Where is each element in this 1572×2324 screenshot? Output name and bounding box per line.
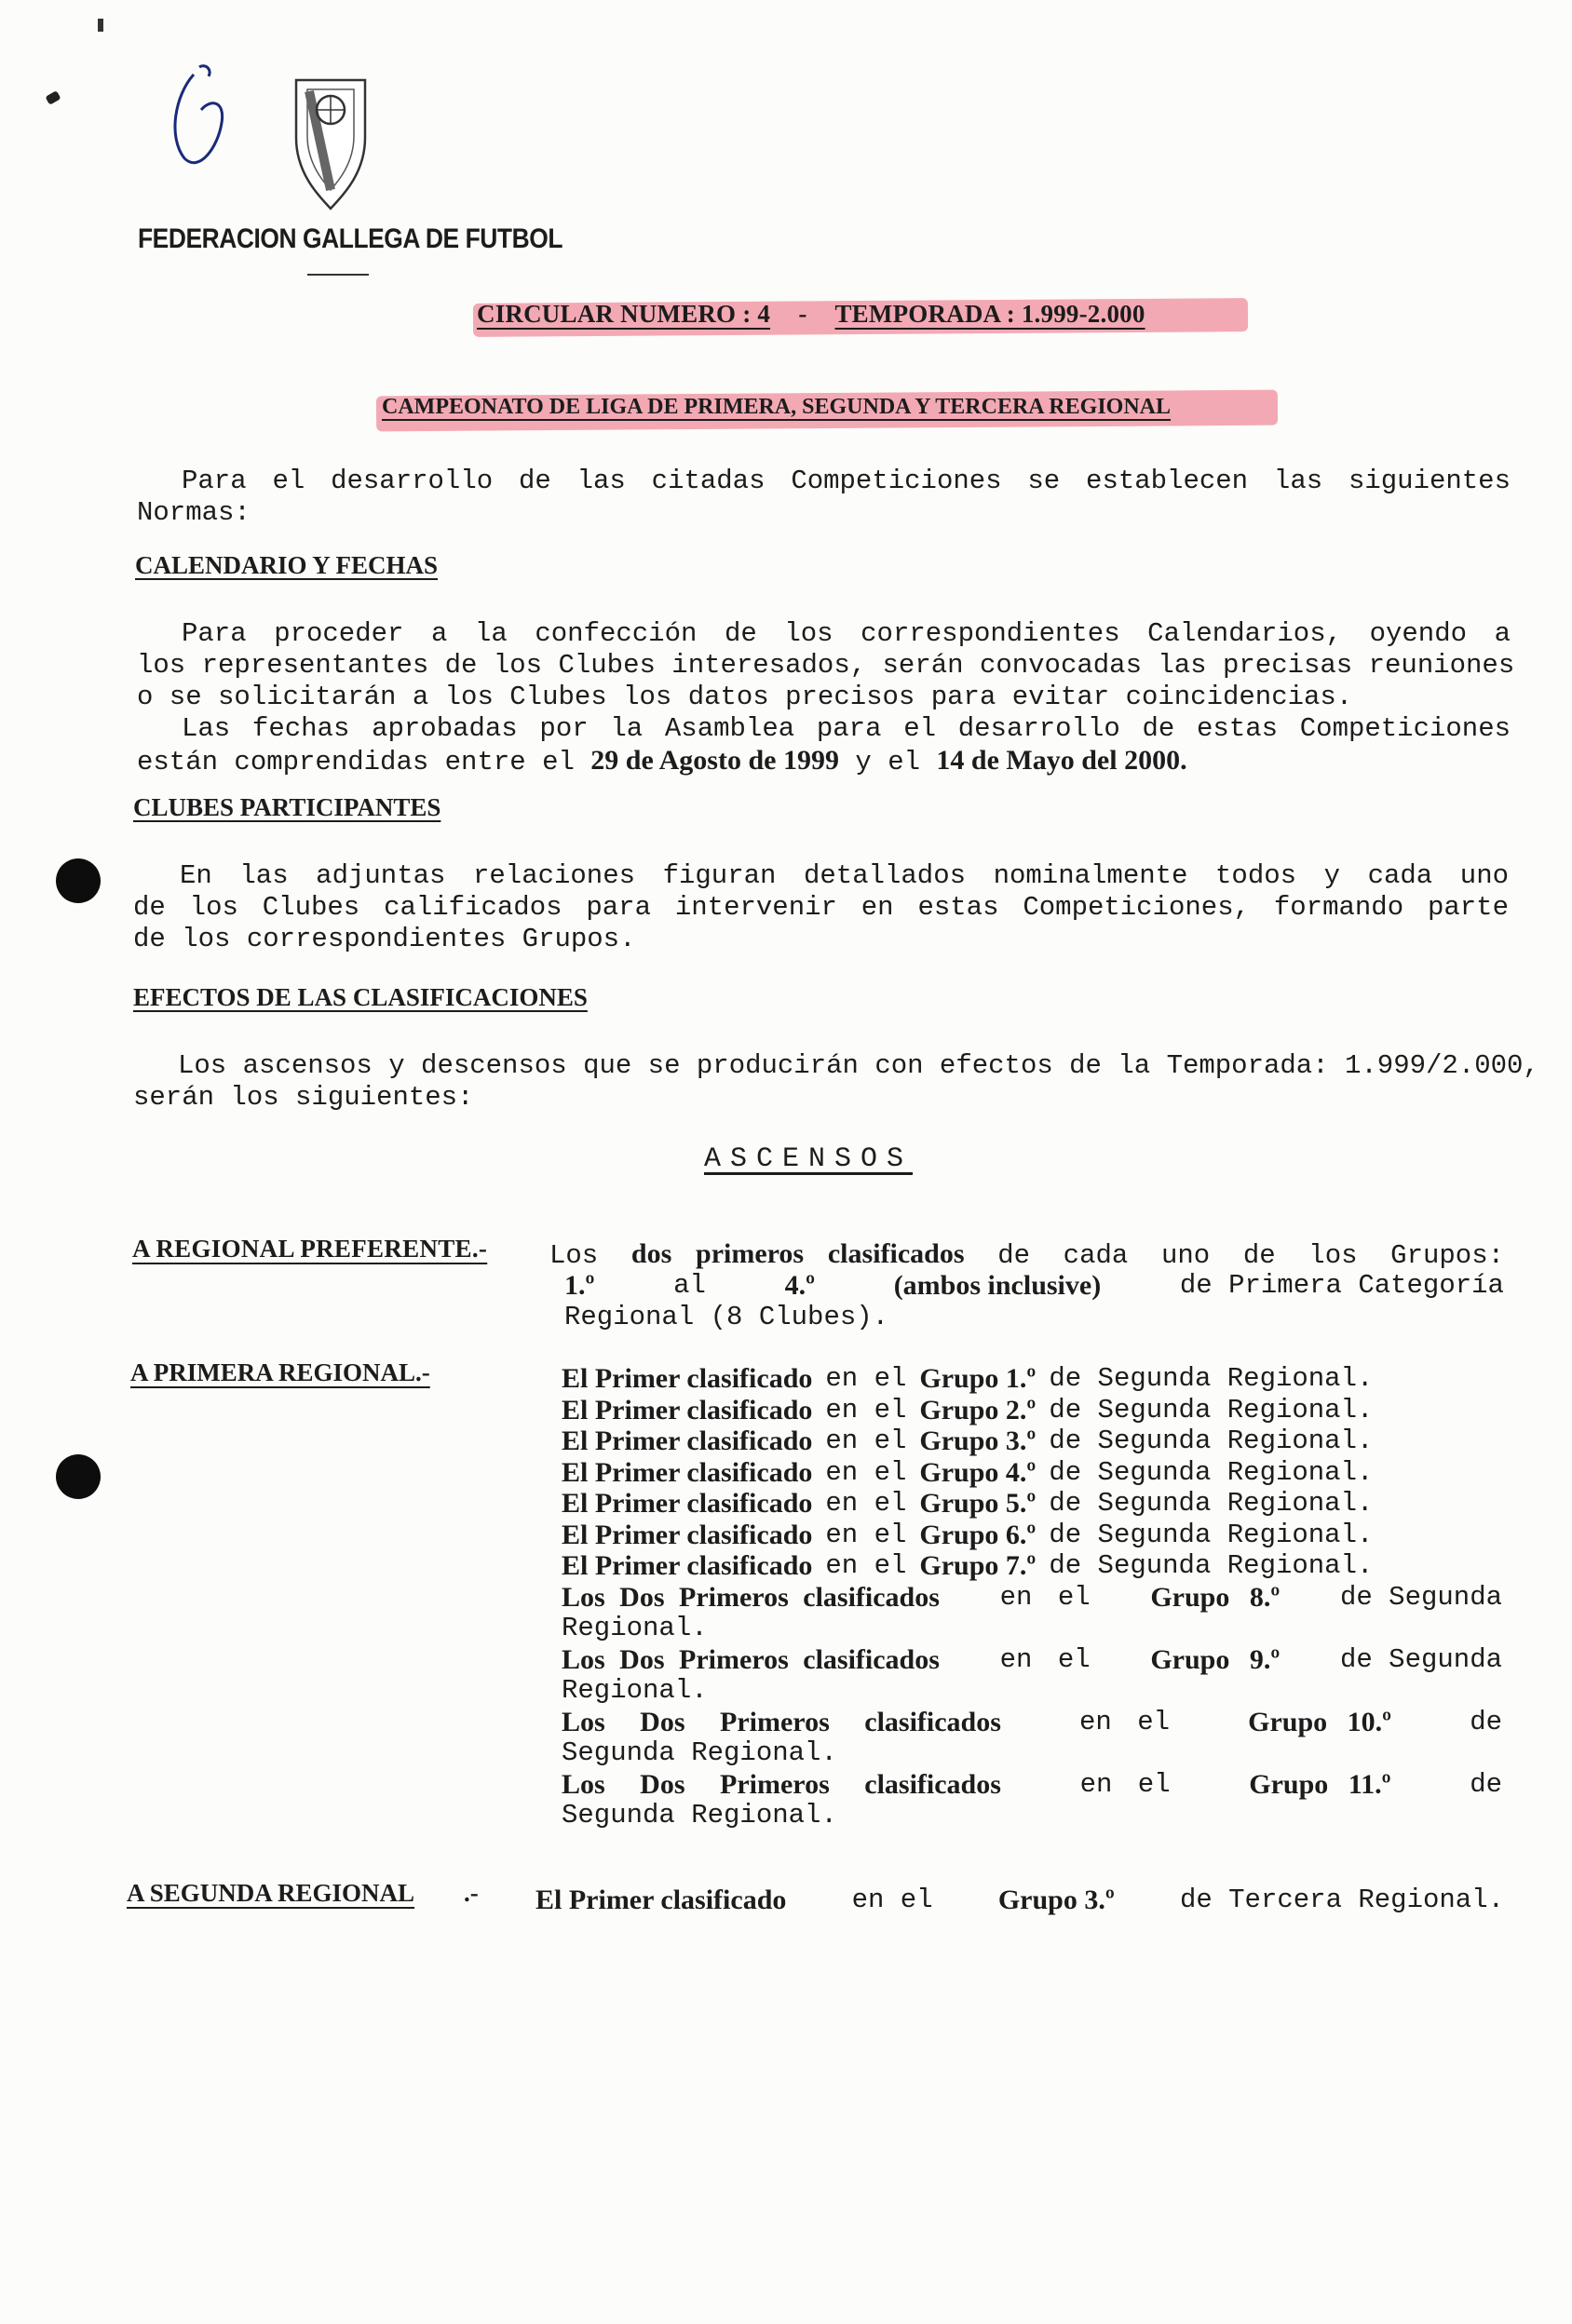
primera-item	[562, 1457, 1502, 1489]
segunda-a: El Primer clasificado	[535, 1885, 787, 1915]
end-date: 14 de Mayo del 2000.	[936, 745, 1187, 776]
preferente-to: 4.º	[784, 1270, 815, 1301]
federation-crest-icon	[289, 73, 373, 212]
preferente-category: de Primera Categoría	[1179, 1270, 1504, 1301]
primera-item	[562, 1363, 1502, 1395]
item-subject: Los Dos Primeros clasificados	[562, 1768, 1001, 1800]
preferente-from: 1.º	[564, 1270, 595, 1301]
calendario-paragraph	[137, 618, 1515, 777]
primera-list	[562, 1363, 1502, 1831]
primera-item	[562, 1425, 1502, 1457]
primera-item	[562, 1644, 1502, 1676]
circular-season: TEMPORADA : 1.999-2.000	[834, 300, 1145, 328]
item-category: de Segunda Regional.	[1049, 1456, 1374, 1488]
preferente-w3: de cada uno de los Grupos:	[997, 1240, 1504, 1271]
primera-label: A PRIMERA REGIONAL.-	[130, 1358, 430, 1386]
item-group: Grupo 9.º	[1150, 1643, 1281, 1675]
item-category: de	[1470, 1768, 1502, 1800]
primera-item	[562, 1582, 1502, 1614]
circular-heading	[477, 300, 1145, 329]
clubes-title: CLUBES PARTICIPANTES	[133, 793, 441, 821]
item-subject: El Primer clasificado	[562, 1394, 813, 1425]
preferente-inclusive: (ambos inclusive)	[893, 1270, 1102, 1301]
item-subject: Los Dos Primeros clasificados	[562, 1581, 940, 1613]
item-connector: en el	[825, 1363, 907, 1394]
calendario-line-3: o se solicitarán a los Clubes los datos precisos para evitar coincidencias.	[137, 682, 1353, 712]
item-group: Grupo 1.º	[919, 1363, 1037, 1394]
item-category: de Segunda Regional.	[1049, 1394, 1374, 1425]
primera-item	[562, 1707, 1502, 1738]
item-group: Grupo 2.º	[919, 1394, 1037, 1425]
item-connector: en el	[999, 1643, 1091, 1675]
calendario-line-5	[137, 745, 1511, 777]
item-category: de	[1470, 1706, 1502, 1737]
item-continuation: Segunda Regional.	[562, 1737, 837, 1768]
preferente-label: A REGIONAL PREFERENTE.-	[132, 1235, 488, 1263]
item-group: Grupo 5.º	[919, 1488, 1037, 1519]
item-continuation: Regional.	[562, 1675, 708, 1706]
punch-hole	[56, 1454, 101, 1499]
item-connector: en el	[1079, 1768, 1171, 1800]
segunda-line	[535, 1885, 1504, 1916]
item-connector: en el	[825, 1425, 907, 1456]
item-subject: Los Dos Primeros clasificados	[562, 1643, 940, 1675]
preferente-al: al	[673, 1270, 706, 1301]
scan-speck	[98, 19, 103, 32]
org-name-rule	[307, 274, 369, 276]
start-date: 29 de Agosto de 1999	[590, 745, 839, 776]
primera-item	[562, 1395, 1502, 1426]
segunda-label	[127, 1879, 479, 1908]
championship-title: CAMPEONATO DE LIGA DE PRIMERA, SEGUNDA Y TERCERA REGIONAL	[382, 395, 1171, 419]
clubes-line-1: En las adjuntas relaciones figuran detallados nominalmente todos y cada uno	[180, 860, 1509, 891]
calendario-title: CALENDARIO Y FECHAS	[135, 551, 439, 579]
preferente-w1: Los	[549, 1240, 599, 1271]
item-group: Grupo 4.º	[919, 1456, 1037, 1488]
ascensos-title: ASCENSOS	[704, 1143, 914, 1175]
segunda-c: Grupo 3.º	[997, 1885, 1115, 1915]
item-group: Grupo 10.º	[1248, 1706, 1392, 1737]
preferente-text	[549, 1238, 1504, 1333]
item-category: de Segunda Regional.	[1049, 1519, 1374, 1550]
preferente-highlight: dos primeros clasificados	[630, 1238, 965, 1269]
clubes-paragraph	[133, 860, 1509, 955]
item-connector: en el	[999, 1581, 1091, 1613]
item-subject: El Primer clasificado	[562, 1363, 813, 1394]
item-category: de Segunda Regional.	[1049, 1425, 1374, 1456]
clubes-line-3: de los correspondientes Grupos.	[133, 924, 636, 954]
efectos-line-2: serán los siguientes:	[133, 1082, 474, 1113]
primera-item	[562, 1488, 1502, 1520]
segunda-label-suffix: .-	[464, 1879, 479, 1907]
item-category: de Segunda Regional.	[1049, 1488, 1374, 1519]
item-group: Grupo 3.º	[919, 1425, 1037, 1456]
calendario-line-4: Las fechas aprobadas por la Asamblea para el desarrollo de estas Competiciones	[182, 713, 1511, 744]
efectos-paragraph	[133, 1050, 1539, 1114]
item-group: Grupo 11.º	[1249, 1768, 1391, 1800]
item-connector: en el	[825, 1519, 907, 1550]
calendario-dates-text: están comprendidas entre el	[137, 747, 575, 777]
item-subject: Los Dos Primeros clasificados	[562, 1706, 1001, 1737]
segunda-label-text: A SEGUNDA REGIONAL	[127, 1879, 415, 1907]
primera-item	[562, 1550, 1502, 1582]
item-group: Grupo 8.º	[1150, 1581, 1281, 1613]
item-connector: en el	[825, 1394, 907, 1425]
clubes-line-2: de los Clubes calificados para intervenir en estas Competiciones, formando parte	[133, 892, 1509, 923]
preferente-line-2	[549, 1270, 1504, 1302]
circular-separator: -	[798, 300, 807, 328]
primera-item	[562, 1520, 1502, 1551]
item-subject: El Primer clasificado	[562, 1425, 813, 1456]
item-connector: en el	[825, 1456, 907, 1488]
circular-number: CIRCULAR NUMERO : 4	[477, 300, 771, 328]
item-group: Grupo 6.º	[919, 1519, 1037, 1550]
item-group: Grupo 7.º	[919, 1550, 1037, 1581]
item-subject: El Primer clasificado	[562, 1519, 813, 1550]
item-subject: El Primer clasificado	[562, 1550, 813, 1581]
item-category: de Segunda Regional.	[1049, 1550, 1374, 1581]
item-connector: en el	[1079, 1706, 1171, 1737]
intro-line-1: Para el desarrollo de las citadas Competiciones se establecen las siguientes	[182, 466, 1511, 496]
handwritten-mark	[156, 58, 240, 169]
calendario-dates-connector: y el	[855, 747, 921, 777]
org-name: FEDERACION GALLEGA DE FUTBOL	[138, 223, 563, 254]
item-connector: en el	[825, 1488, 907, 1519]
item-category: de Segunda Regional.	[1049, 1363, 1374, 1394]
item-continuation: Regional.	[562, 1613, 708, 1643]
intro-paragraph	[137, 466, 1511, 529]
segunda-d: de Tercera Regional.	[1179, 1885, 1504, 1915]
efectos-title: EFECTOS DE LAS CLASIFICACIONES	[133, 983, 588, 1011]
intro-line-2: Normas:	[137, 497, 251, 528]
item-category: de Segunda	[1339, 1643, 1502, 1675]
efectos-line-1: Los ascensos y descensos que se producirán con efectos de la Temporada: 1.999/2.000,	[178, 1050, 1539, 1081]
calendario-line-2: los representantes de los Clubes interesados, serán convocadas las precisas reuniones	[137, 650, 1515, 681]
item-subject: El Primer clasificado	[562, 1488, 813, 1519]
primera-item	[562, 1769, 1502, 1801]
item-category: de Segunda	[1339, 1581, 1502, 1613]
item-subject: El Primer clasificado	[562, 1456, 813, 1488]
calendario-line-1: Para proceder a la confección de los correspondientes Calendarios, oyendo a	[182, 618, 1511, 649]
segunda-b: en el	[851, 1885, 933, 1915]
item-connector: en el	[825, 1550, 907, 1581]
preferente-line-3: Regional (8 Clubes).	[564, 1302, 889, 1332]
scan-speck	[45, 90, 61, 105]
preferente-line-1	[549, 1238, 1504, 1270]
punch-hole	[56, 858, 101, 903]
item-continuation: Segunda Regional.	[562, 1800, 837, 1831]
